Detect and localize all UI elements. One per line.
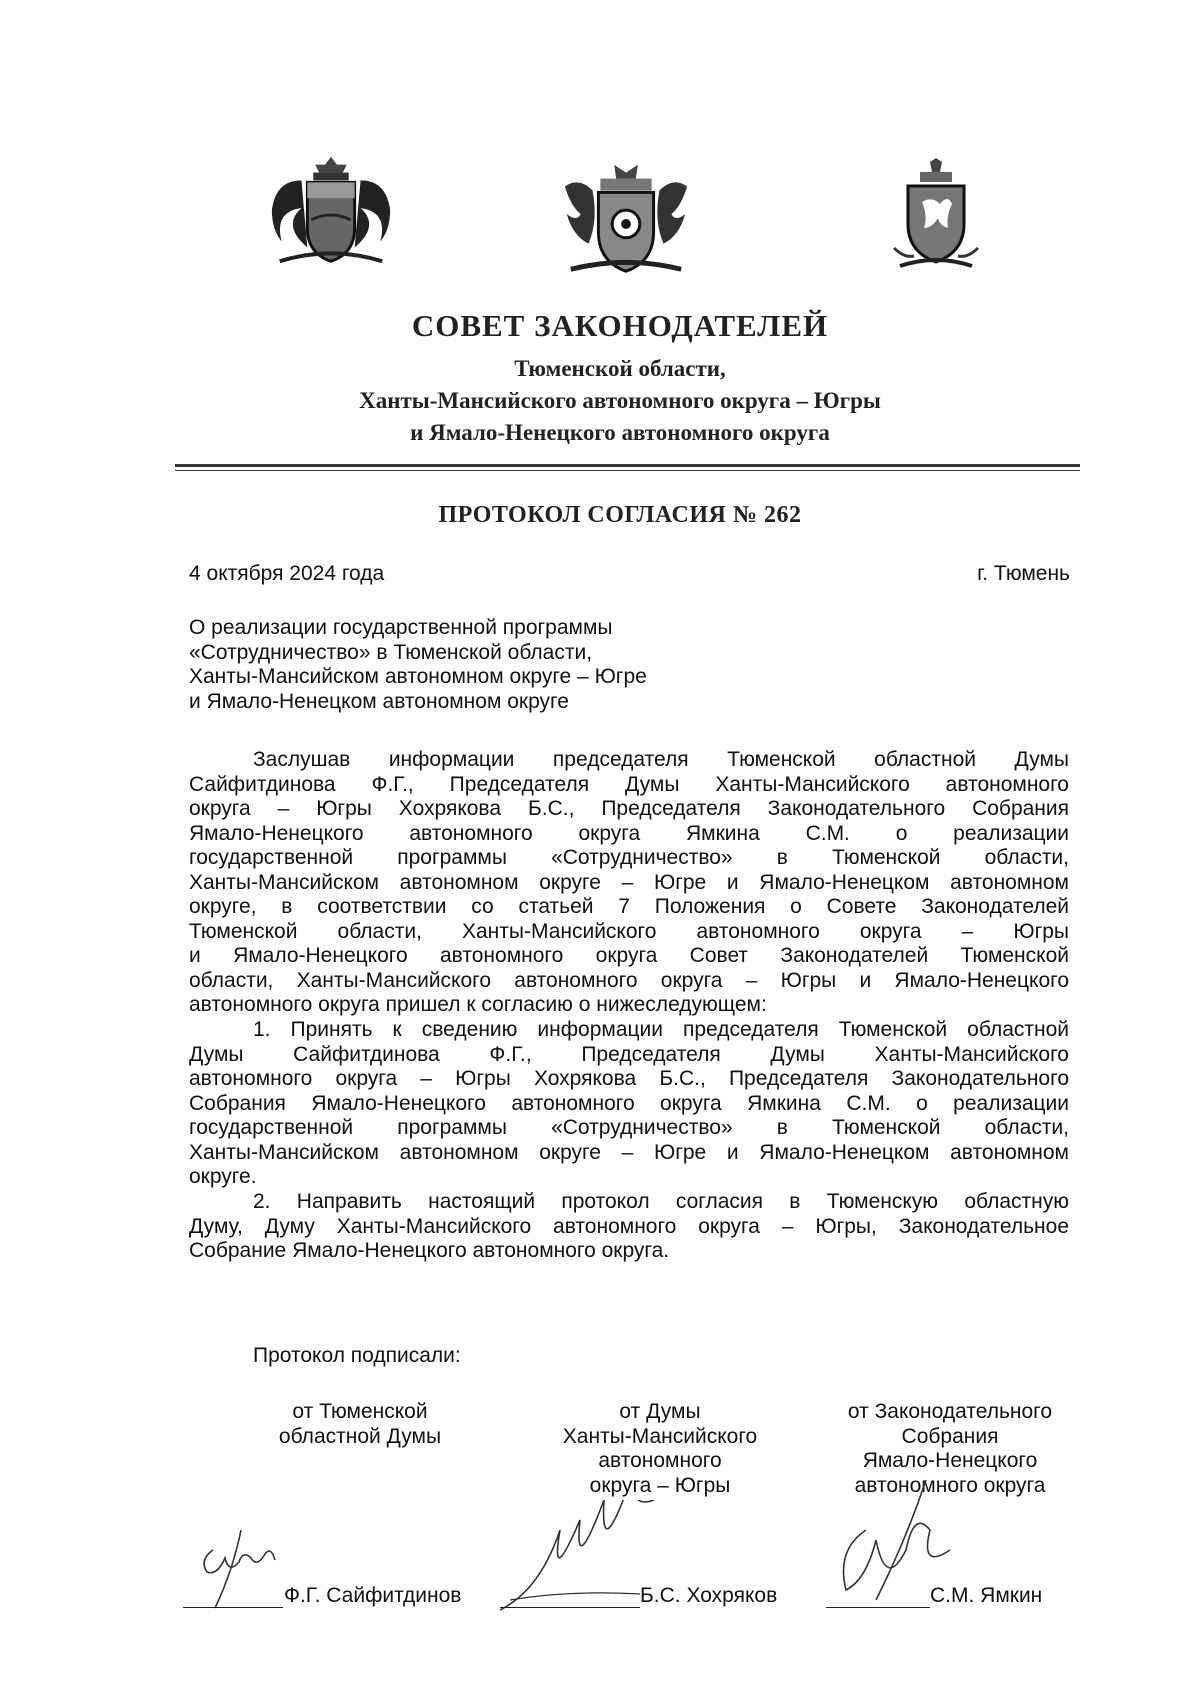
subject-block bbox=[189, 616, 749, 714]
affiliation-line: автономного bbox=[598, 1449, 722, 1472]
preamble-line: округа – Югры Хохрякова Б.С., Председателя Законодательного Собрания bbox=[189, 797, 1069, 820]
affiliation-line: от Законодательного bbox=[847, 1400, 1053, 1423]
preamble-line: государственной программы «Сотрудничество» в Тюменской области, bbox=[189, 846, 1069, 869]
preamble-line: округе, в соответствии со статьей 7 Положения о Совете Законодателей bbox=[189, 895, 1069, 918]
item-1-line: 1. Принять к сведению информации председателя Тюменской областной bbox=[253, 1018, 1069, 1041]
tyumen-coat-of-arms-icon bbox=[262, 150, 400, 270]
affiliation-line: Ямало-Ненецкого bbox=[862, 1449, 1038, 1472]
signature-2-icon bbox=[490, 1500, 660, 1620]
preamble-line: и Ямало-Ненецкого автономного округа Совет Законодателей Тюменской bbox=[189, 944, 1069, 967]
preamble-line: Ямало-Ненецкого автономного округа Ямкина С.М. о реализации bbox=[189, 821, 1069, 845]
preamble-line: автономного округа пришел к согласию о нижеследующем: bbox=[189, 993, 767, 1016]
signatory-1-name: Ф.Г. Сайфитдинов bbox=[284, 1584, 462, 1607]
org-title: СОВЕТ ЗАКОНОДАТЕЛЕЙ bbox=[411, 308, 829, 343]
header-rule-thick bbox=[175, 464, 1080, 467]
protocol-city: г. Тюмень bbox=[977, 562, 1070, 585]
signature-2-line bbox=[500, 1607, 640, 1608]
item-2-line: Думу, Думу Ханты-Мансийского автономного округа – Югры, Законодательное bbox=[189, 1214, 1069, 1238]
org-subtitle-line-1: Тюменской области, bbox=[514, 356, 726, 381]
subject-line: и Ямало-Ненецком автономном округе bbox=[189, 689, 569, 713]
affiliation-line: от Думы bbox=[619, 1400, 701, 1423]
header-rule-thin bbox=[175, 470, 1080, 471]
signatory-3-name: С.М. Ямкин bbox=[930, 1584, 1043, 1607]
yanao-coat-of-arms-icon bbox=[886, 156, 986, 276]
affiliation-line: округа – Югры bbox=[589, 1473, 731, 1497]
signatory-1-affiliation bbox=[240, 1400, 480, 1449]
item-1-line: государственной программы «Сотрудничество» в Тюменской области, bbox=[189, 1116, 1069, 1139]
item-1-line: Ханты-Мансийском автономном округе – Югре и Ямало-Ненецком автономном bbox=[189, 1140, 1069, 1164]
item-2-line: Собрание Ямало-Ненецкого автономного округа. bbox=[189, 1239, 670, 1262]
item-1-paragraph bbox=[189, 1018, 1069, 1190]
protocol-title: ПРОТОКОЛ СОГЛАСИЯ № 262 bbox=[438, 502, 802, 528]
item-1-line: Собрания Ямало-Ненецкого автономного округа Ямкина С.М. о реализации bbox=[189, 1091, 1069, 1115]
item-2-line: 2. Направить настоящий протокол согласия в Тюменскую областную bbox=[253, 1190, 1069, 1213]
item-1-line: округе. bbox=[189, 1165, 257, 1188]
signed-label: Протокол подписали: bbox=[253, 1344, 461, 1367]
affiliation-line: автономного округа bbox=[854, 1473, 1046, 1497]
item-1-line: Думы Сайфитдинова Ф.Г., Председателя Думы Ханты-Мансийского bbox=[189, 1042, 1069, 1066]
preamble-line: Тюменской области, Ханты-Мансийского автономного округа – Югры bbox=[189, 919, 1069, 943]
affiliation-line: от Тюменской bbox=[292, 1400, 428, 1423]
subject-line: «Сотрудничество» в Тюменской области, bbox=[189, 640, 593, 664]
affiliation-line: Ханты-Мансийского bbox=[562, 1424, 758, 1448]
signatory-2-name: Б.С. Хохряков bbox=[640, 1584, 778, 1607]
protocol-date: 4 октября 2024 года bbox=[189, 562, 385, 585]
preamble-line: области, Ханты-Мансийского автономного округа – Югры и Ямало-Ненецкого bbox=[189, 968, 1069, 992]
preamble-line: Сайфитдинова Ф.Г., Председателя Думы Ханты-Мансийского автономного bbox=[189, 772, 1069, 796]
preamble-line: Ханты-Мансийском автономном округе – Югре и Ямало-Ненецком автономном bbox=[189, 870, 1069, 894]
khmao-coat-of-arms-icon bbox=[557, 160, 695, 280]
affiliation-line: Собрания bbox=[901, 1424, 999, 1448]
signature-3-line bbox=[826, 1607, 930, 1608]
preamble-paragraph bbox=[189, 748, 1069, 1018]
subject-line: О реализации государственной программы bbox=[189, 616, 613, 639]
subject-line: Ханты-Мансийском автономном округе – Югре bbox=[189, 665, 647, 688]
org-subtitle-line-2: Ханты-Мансийского автономного округа – Югры bbox=[359, 388, 881, 413]
signature-1-line bbox=[183, 1607, 283, 1608]
item-2-paragraph bbox=[189, 1190, 1069, 1264]
signatory-2-affiliation bbox=[540, 1400, 780, 1498]
org-subtitle-line-3: и Ямало-Ненецкого автономного округа bbox=[410, 420, 830, 445]
preamble-line: Заслушав информации председателя Тюменской областной Думы bbox=[253, 748, 1069, 771]
affiliation-line: областной Думы bbox=[278, 1424, 442, 1448]
item-1-line: автономного округа – Югры Хохрякова Б.С., Председателя Законодательного bbox=[189, 1067, 1069, 1090]
